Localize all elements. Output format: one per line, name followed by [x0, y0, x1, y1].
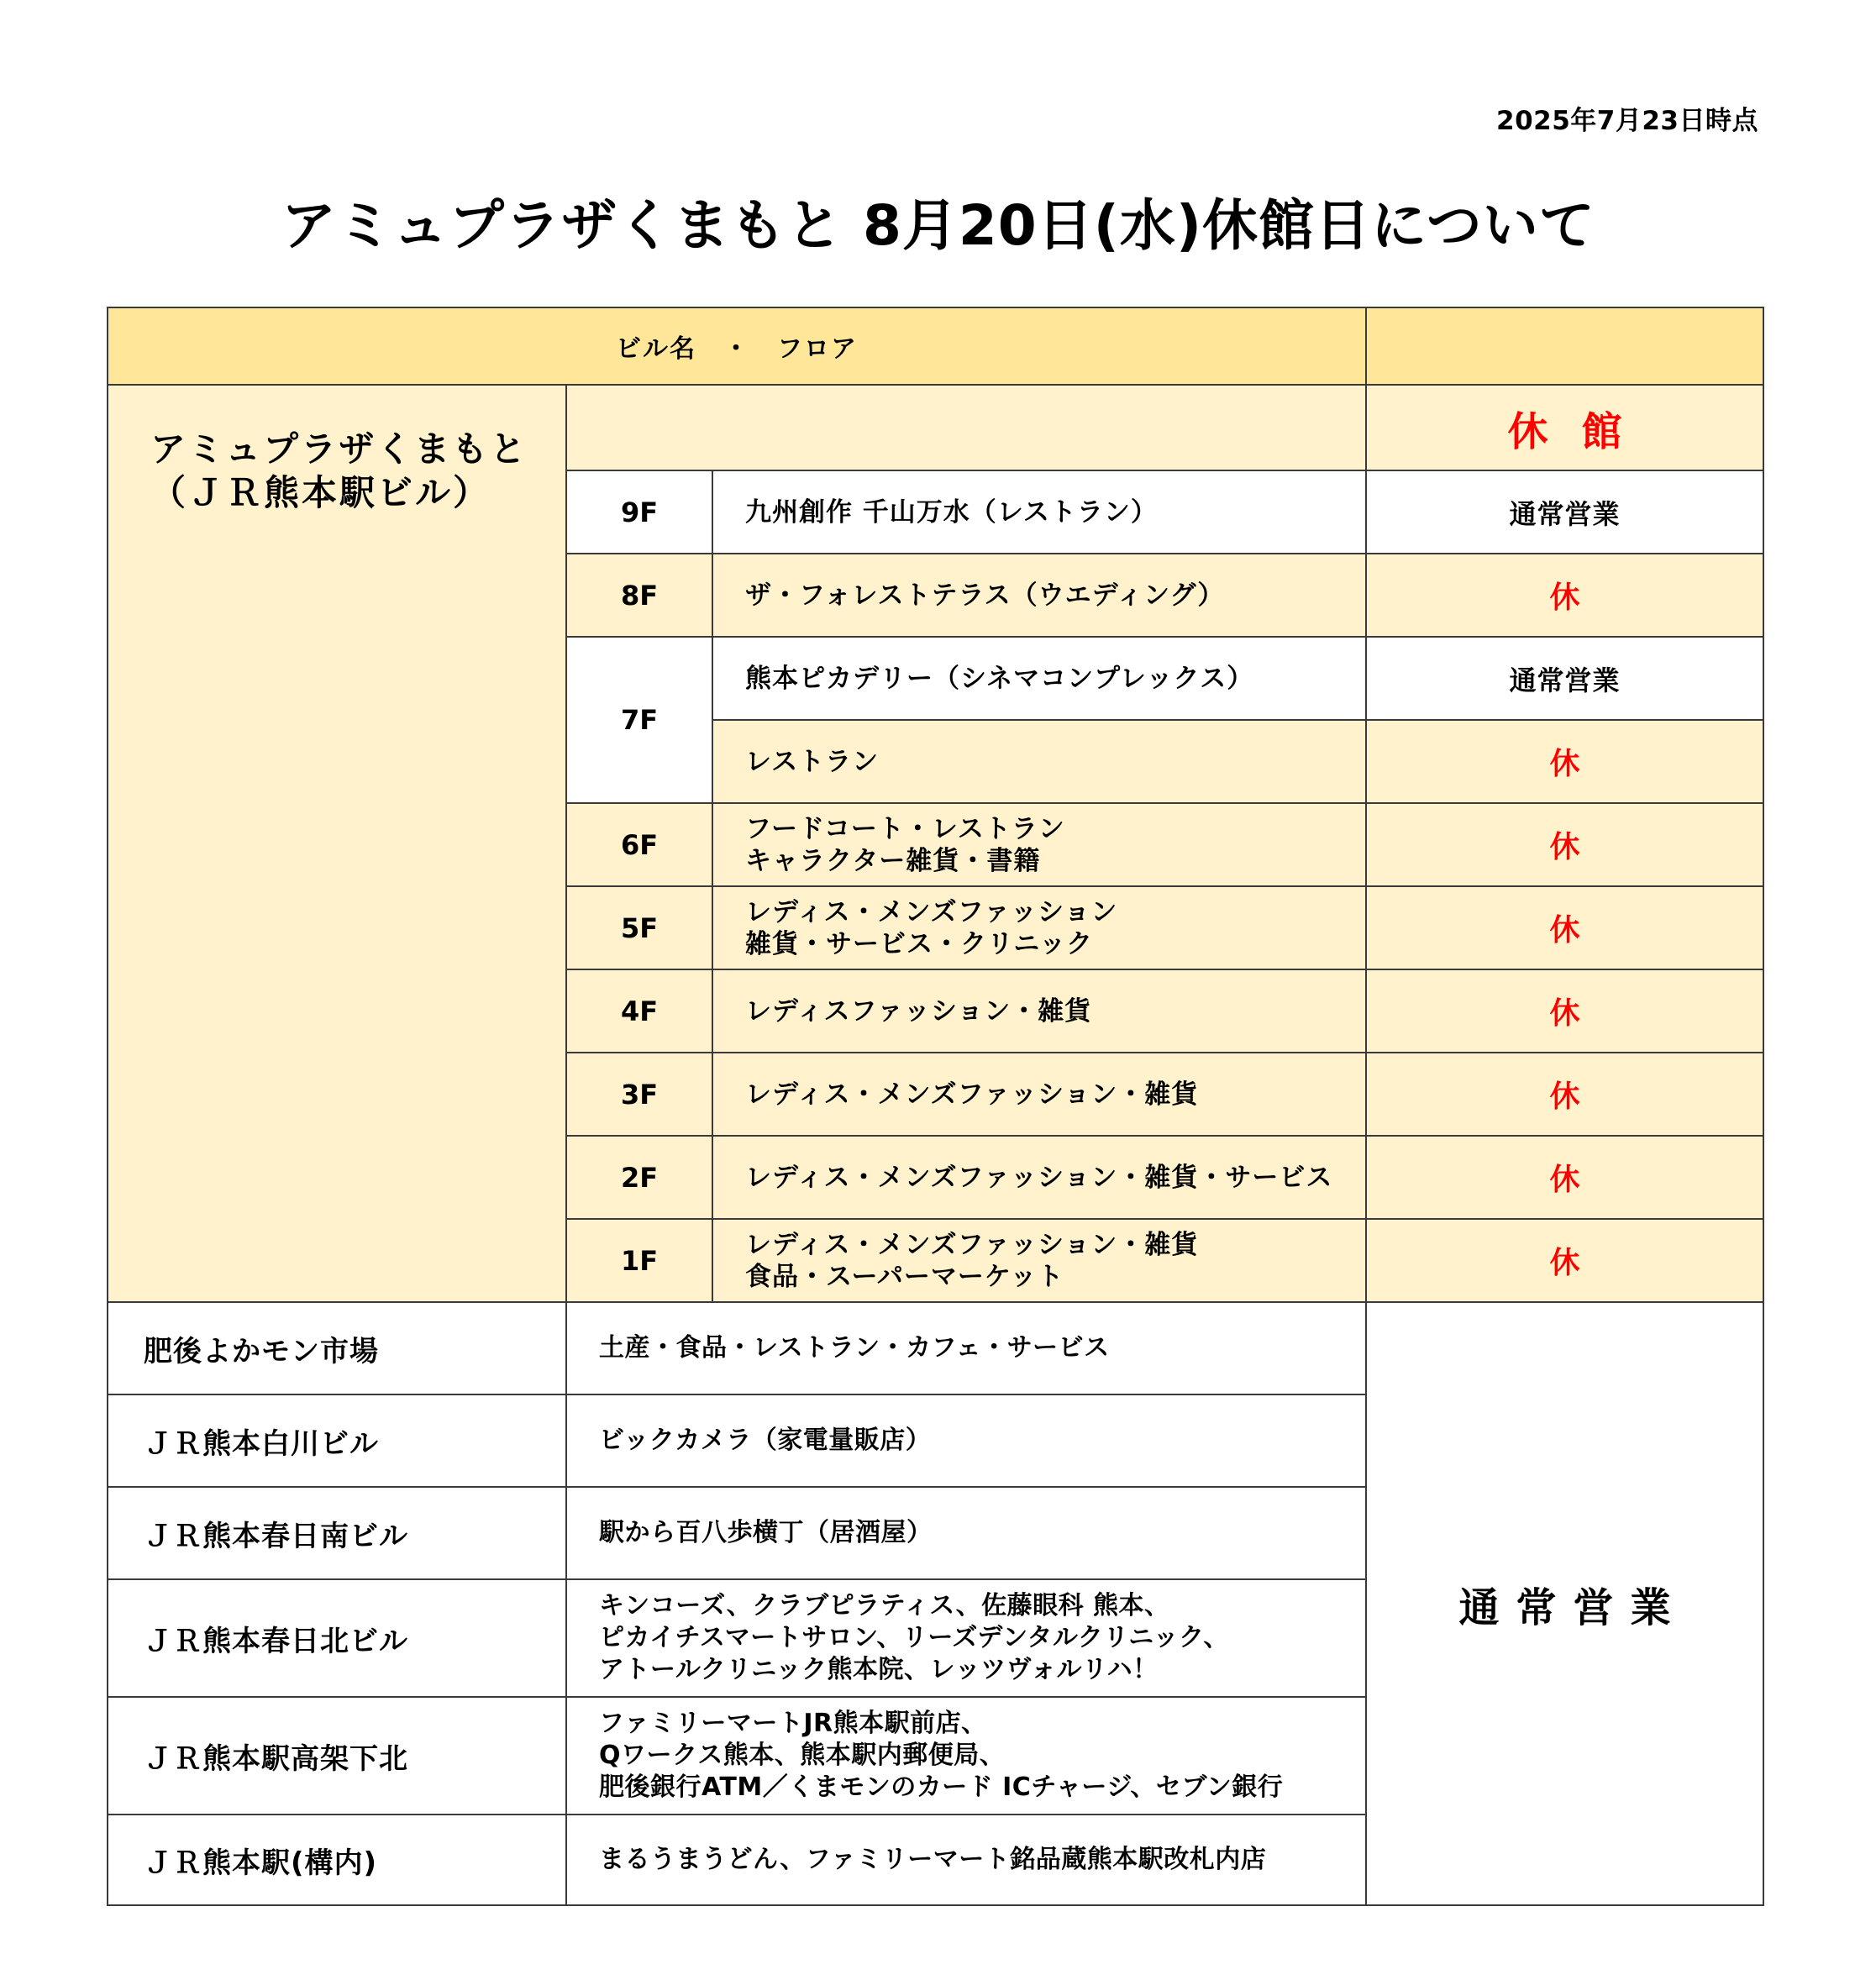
floor-description: レストラン: [712, 720, 1366, 803]
floor-status: 休: [1366, 720, 1763, 803]
floor-label: 8F: [566, 554, 712, 637]
other-buildings-status: 通常営業: [1366, 1302, 1763, 1905]
main-building-status: 休館: [1366, 385, 1763, 470]
floor-label: 2F: [566, 1136, 712, 1219]
floor-description: レディスファッション・雑貨: [712, 969, 1366, 1053]
floor-description: レディス・メンズファッション・雑貨: [712, 1053, 1366, 1136]
main-building-name-line1: アミュプラザくまもと: [150, 428, 528, 470]
building-name: ＪＲ熊本白川ビル: [108, 1394, 566, 1487]
main-building-spacer: [566, 385, 1366, 470]
floor-label: 4F: [566, 969, 712, 1053]
building-name: 肥後よかモン市場: [108, 1302, 566, 1394]
floor-label: 3F: [566, 1053, 712, 1136]
floor-status: 休: [1366, 1053, 1763, 1136]
main-building-name: [108, 385, 566, 1302]
floor-label: 7F: [566, 637, 712, 803]
building-name: ＪＲ熊本駅(構内): [108, 1815, 566, 1905]
floor-status: 休: [1366, 886, 1763, 969]
building-shops: 駅から百八歩横丁（居酒屋）: [566, 1487, 1366, 1579]
building-name: ＪＲ熊本駅高架下北: [108, 1697, 566, 1815]
floor-description: 九州創作 千山万水（レストラン）: [712, 470, 1366, 554]
page-title: アミュプラザくまもと 8月20日(水)休館日について: [281, 193, 1595, 258]
floor-description: レディス・メンズファッション・雑貨 食品・スーパーマーケット: [712, 1219, 1366, 1302]
floor-status: 休: [1366, 803, 1763, 886]
floor-status: 通常営業: [1366, 637, 1763, 720]
floor-status: 休: [1366, 969, 1763, 1053]
floor-status: 休: [1366, 1136, 1763, 1219]
header-building-floor: ビル名 ・ フロア: [108, 307, 1366, 385]
building-shops: 土産・食品・レストラン・カフェ・サービス: [566, 1302, 1366, 1394]
building-name: ＪＲ熊本春日北ビル: [108, 1579, 566, 1697]
floor-label: 1F: [566, 1219, 712, 1302]
building-shops: ファミリーマートJR熊本駅前店、 Qワークス熊本、熊本駅内郵便局、 肥後銀行ATM／くまモンのカード ICチャージ、セブン銀行: [566, 1697, 1366, 1815]
floor-description: 熊本ピカデリー（シネマコンプレックス）: [712, 637, 1366, 720]
floor-label: 6F: [566, 803, 712, 886]
floor-description: レディス・メンズファッション・雑貨・サービス: [712, 1136, 1366, 1219]
floor-description: レディス・メンズファッション 雑貨・サービス・クリニック: [712, 886, 1366, 969]
building-shops: まるうまうどん、ファミリーマート銘品蔵熊本駅改札内店: [566, 1815, 1366, 1905]
floor-label: 5F: [566, 886, 712, 969]
main-building-name-line2: （ＪＲ熊本駅ビル）: [150, 472, 491, 513]
floor-description: ザ・フォレストテラス（ウエディング）: [712, 554, 1366, 637]
building-name: ＪＲ熊本春日南ビル: [108, 1487, 566, 1579]
floor-status: 休: [1366, 1219, 1763, 1302]
building-shops: キンコーズ、クラブピラティス、佐藤眼科 熊本、 ピカイチスマートサロン、リーズデンタルクリニック、 アトールクリニック熊本院、レッツヴォルリハ！: [566, 1579, 1366, 1697]
schedule-table: [107, 307, 1764, 1906]
floor-description: フードコート・レストラン キャラクター雑貨・書籍: [712, 803, 1366, 886]
floor-status: 休: [1366, 554, 1763, 637]
floor-status: 通常営業: [1366, 470, 1763, 554]
floor-label: 9F: [566, 470, 712, 554]
as-of-date: 2025年7月23日時点: [1496, 106, 1758, 136]
building-shops: ビックカメラ（家電量販店）: [566, 1394, 1366, 1487]
header-status: [1366, 307, 1763, 385]
